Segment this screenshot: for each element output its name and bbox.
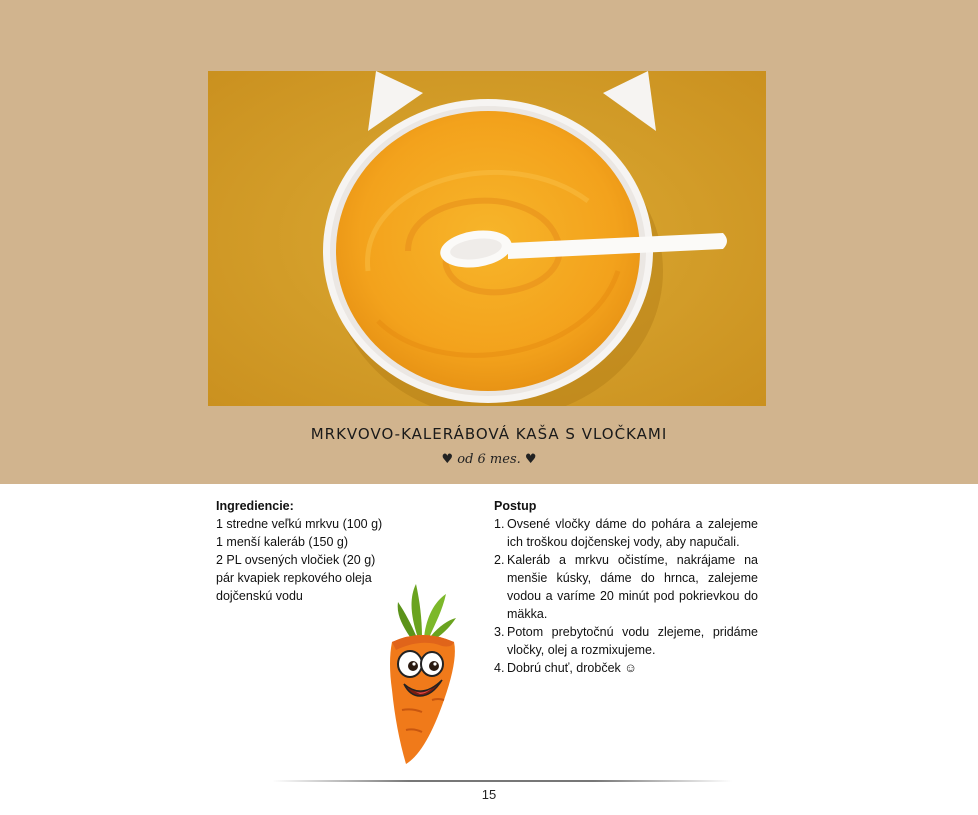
method-step: [494, 623, 758, 659]
method-section: [494, 497, 758, 677]
ingredient-item: 1 stredne veľkú mrkvu (100 g): [216, 517, 383, 531]
method-steps: [494, 515, 758, 677]
step-number: 2.: [494, 553, 505, 567]
ingredient-item: pár kvapiek repkového oleja: [216, 571, 372, 585]
method-step: [494, 551, 758, 623]
carrot-illustration: [382, 580, 462, 766]
recipe-age-subtitle: ♥ od 6 mes. ♥: [441, 452, 537, 467]
page-number: 15: [481, 787, 497, 802]
carrot-mascot-icon: [382, 580, 462, 766]
footer-divider: [272, 780, 732, 782]
step-number: 1.: [494, 517, 505, 531]
ingredient-item: 1 menší kaleráb (150 g): [216, 535, 349, 549]
step-number: 3.: [494, 625, 505, 639]
method-step: [494, 659, 758, 677]
step-number: 4.: [494, 661, 505, 675]
ingredient-item: 2 PL ovsených vločiek (20 g): [216, 553, 376, 567]
method-heading: Postup: [494, 499, 537, 513]
recipe-photo: [208, 71, 766, 406]
recipe-title: MRKVOVO-KALERÁBOVÁ KAŠA S VLOČKAMI: [310, 425, 668, 443]
step-text: Dobrú chuť, drobček ☺: [507, 661, 638, 675]
method-step: [494, 515, 758, 551]
ingredients-heading: Ingrediencie:: [216, 499, 294, 513]
step-text: Potom prebytočnú vodu zlejeme, pridáme vločky, olej a rozmixujeme.: [507, 625, 758, 657]
step-text: Ovsené vločky dáme do pohára a zalejeme ich troškou dojčenskej vody, aby napučali.: [507, 517, 758, 549]
ingredient-item: dojčenskú vodu: [216, 589, 303, 603]
puree-bowl-photo: [208, 71, 766, 406]
step-text: Kaleráb a mrkvu očistíme, nakrájame na menšie kúsky, dáme do hrnca, zalejeme vodou a varíme 20 minút pod pokrievkou do mäkka.: [507, 553, 758, 621]
